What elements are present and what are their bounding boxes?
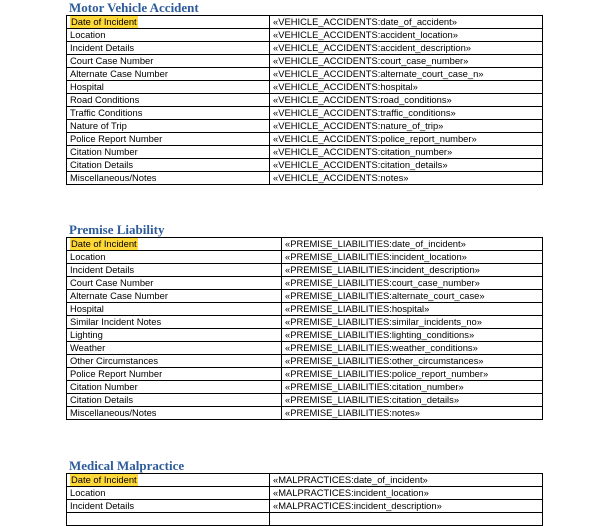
merge-field-cell bbox=[270, 146, 543, 159]
merge-field: «PREMISE_LIABILITIES:citation_number» bbox=[285, 381, 464, 392]
merge-field: «PREMISE_LIABILITIES:lighting_conditions» bbox=[285, 329, 475, 340]
table-row bbox=[67, 238, 543, 251]
table-row bbox=[67, 146, 543, 159]
merge-field-cell bbox=[270, 81, 543, 94]
field-label: Hospital bbox=[70, 81, 104, 92]
table-row bbox=[67, 94, 543, 107]
merge-field-cell bbox=[282, 355, 543, 368]
field-label: Date of Incident bbox=[71, 474, 137, 485]
field-label-cell bbox=[67, 513, 270, 526]
field-label: Similar Incident Notes bbox=[70, 316, 162, 327]
table-row bbox=[67, 264, 543, 277]
merge-field-cell bbox=[270, 120, 543, 133]
merge-field-cell bbox=[270, 55, 543, 68]
merge-field: «VEHICLE_ACCIDENTS:accident_description» bbox=[273, 42, 472, 53]
merge-field: «PREMISE_LIABILITIES:weather_conditions» bbox=[285, 342, 478, 353]
field-label-cell bbox=[67, 329, 282, 342]
merge-field: «PREMISE_LIABILITIES:similar_incidents_no» bbox=[285, 316, 482, 327]
premise-liability-table bbox=[66, 237, 543, 420]
field-label: Other Circumstances bbox=[70, 355, 159, 366]
field-label-cell bbox=[67, 342, 282, 355]
table-row bbox=[67, 29, 543, 42]
field-label-cell bbox=[67, 264, 282, 277]
table-row bbox=[67, 368, 543, 381]
field-label-cell bbox=[67, 316, 282, 329]
field-label-cell bbox=[67, 394, 282, 407]
table-row bbox=[67, 133, 543, 146]
field-label-cell bbox=[67, 381, 282, 394]
merge-field: «VEHICLE_ACCIDENTS:date_of_accident» bbox=[273, 16, 457, 27]
table-row bbox=[67, 487, 543, 500]
merge-field-cell bbox=[282, 264, 543, 277]
table-row bbox=[67, 381, 543, 394]
field-label: Location bbox=[70, 29, 106, 40]
merge-field-cell bbox=[270, 29, 543, 42]
field-label-cell bbox=[67, 368, 282, 381]
section-medical-malpractice bbox=[66, 459, 543, 526]
field-label-cell bbox=[67, 251, 282, 264]
merge-field-cell bbox=[282, 277, 543, 290]
merge-field: «PREMISE_LIABILITIES:incident_description» bbox=[285, 264, 480, 275]
field-label: Miscellaneous/Notes bbox=[70, 407, 157, 418]
merge-field: «PREMISE_LIABILITIES:date_of_incident» bbox=[285, 238, 466, 249]
merge-field: «MALPRACTICES:date_of_incident» bbox=[273, 474, 428, 485]
table-row bbox=[67, 316, 543, 329]
field-label-cell bbox=[67, 487, 270, 500]
table-row bbox=[67, 474, 543, 487]
merge-field-cell bbox=[282, 251, 543, 264]
merge-field: «VEHICLE_ACCIDENTS:traffic_conditions» bbox=[273, 107, 456, 118]
table-row bbox=[67, 394, 543, 407]
merge-field: «PREMISE_LIABILITIES:alternate_court_case» bbox=[285, 290, 485, 301]
field-label: Location bbox=[70, 251, 106, 262]
field-label: Citation Details bbox=[70, 394, 134, 405]
merge-field-cell bbox=[282, 329, 543, 342]
table-row bbox=[67, 303, 543, 316]
merge-field-cell bbox=[282, 407, 543, 420]
field-label-cell bbox=[67, 120, 270, 133]
table-row bbox=[67, 500, 543, 513]
field-label-cell bbox=[67, 16, 270, 29]
field-label: Road Conditions bbox=[70, 94, 140, 105]
field-label-cell bbox=[67, 107, 270, 120]
merge-field: «MALPRACTICES:incident_description» bbox=[273, 500, 442, 511]
merge-field-cell bbox=[270, 42, 543, 55]
table-row bbox=[67, 120, 543, 133]
merge-field-cell bbox=[270, 500, 543, 513]
field-label-cell bbox=[67, 68, 270, 81]
table-row bbox=[67, 407, 543, 420]
merge-field: «PREMISE_LIABILITIES:court_case_number» bbox=[285, 277, 480, 288]
field-label-cell bbox=[67, 238, 282, 251]
merge-field: «VEHICLE_ACCIDENTS:police_report_number» bbox=[273, 133, 477, 144]
field-label: Incident Details bbox=[70, 500, 135, 511]
field-label: Location bbox=[70, 487, 106, 498]
field-label: Miscellaneous/Notes bbox=[70, 172, 157, 183]
table-row bbox=[67, 55, 543, 68]
field-label: Weather bbox=[70, 342, 106, 353]
field-label-cell bbox=[67, 474, 270, 487]
field-label: Court Case Number bbox=[70, 277, 154, 288]
merge-field-cell bbox=[282, 394, 543, 407]
field-label: Incident Details bbox=[70, 42, 135, 53]
field-label-cell bbox=[67, 94, 270, 107]
merge-field: «VEHICLE_ACCIDENTS:citation_details» bbox=[273, 159, 448, 170]
merge-field: «PREMISE_LIABILITIES:police_report_number» bbox=[285, 368, 489, 379]
section-motor-vehicle-accident bbox=[66, 1, 543, 185]
field-label: Nature of Trip bbox=[70, 120, 127, 131]
vehicle-accident-table bbox=[66, 15, 543, 185]
table-row bbox=[67, 290, 543, 303]
merge-field: «VEHICLE_ACCIDENTS:accident_location» bbox=[273, 29, 458, 40]
merge-field: «VEHICLE_ACCIDENTS:road_conditions» bbox=[273, 94, 452, 105]
section-title: Premise Liability bbox=[69, 222, 165, 237]
field-label-cell bbox=[67, 407, 282, 420]
merge-field-cell bbox=[270, 133, 543, 146]
field-label: Police Report Number bbox=[70, 368, 163, 379]
merge-field-cell bbox=[270, 94, 543, 107]
field-label: Court Case Number bbox=[70, 55, 154, 66]
table-row bbox=[67, 513, 543, 526]
field-label: Incident Details bbox=[70, 264, 135, 275]
merge-field-cell bbox=[282, 290, 543, 303]
merge-field: «VEHICLE_ACCIDENTS:nature_of_trip» bbox=[273, 120, 444, 131]
field-label-cell bbox=[67, 81, 270, 94]
field-label-cell bbox=[67, 500, 270, 513]
field-label: Alternate Case Number bbox=[70, 290, 168, 301]
field-label-cell bbox=[67, 355, 282, 368]
merge-field: «VEHICLE_ACCIDENTS:hospital» bbox=[273, 81, 418, 92]
table-row bbox=[67, 329, 543, 342]
field-label-cell bbox=[67, 303, 282, 316]
merge-field-cell bbox=[282, 238, 543, 251]
field-label-cell bbox=[67, 172, 270, 185]
section-title: Motor Vehicle Accident bbox=[69, 0, 199, 15]
merge-field-cell bbox=[282, 303, 543, 316]
table-row bbox=[67, 159, 543, 172]
field-label: Police Report Number bbox=[70, 133, 163, 144]
merge-field: «VEHICLE_ACCIDENTS:court_case_number» bbox=[273, 55, 469, 66]
field-label-cell bbox=[67, 133, 270, 146]
table-row bbox=[67, 251, 543, 264]
merge-field-cell bbox=[270, 474, 543, 487]
merge-field: «PREMISE_LIABILITIES:citation_details» bbox=[285, 394, 460, 405]
table-row bbox=[67, 16, 543, 29]
merge-field: «PREMISE_LIABILITIES:other_circumstances» bbox=[285, 355, 484, 366]
merge-field: «VEHICLE_ACCIDENTS:citation_number» bbox=[273, 146, 453, 157]
merge-field: «PREMISE_LIABILITIES:hospital» bbox=[285, 303, 430, 314]
field-label: Date of Incident bbox=[71, 16, 137, 27]
merge-field-cell bbox=[282, 316, 543, 329]
field-label: Date of Incident bbox=[71, 238, 137, 249]
field-label-cell bbox=[67, 277, 282, 290]
table-row bbox=[67, 342, 543, 355]
field-label: Alternate Case Number bbox=[70, 68, 168, 79]
merge-field: «PREMISE_LIABILITIES:incident_location» bbox=[285, 251, 467, 262]
field-label-cell bbox=[67, 42, 270, 55]
table-row bbox=[67, 107, 543, 120]
field-label: Citation Number bbox=[70, 381, 138, 392]
field-label: Citation Details bbox=[70, 159, 134, 170]
table-row bbox=[67, 172, 543, 185]
table-row bbox=[67, 277, 543, 290]
merge-field: «PREMISE_LIABILITIES:notes» bbox=[285, 407, 420, 418]
field-label: Traffic Conditions bbox=[70, 107, 143, 118]
field-label-cell bbox=[67, 290, 282, 303]
merge-field-cell bbox=[282, 342, 543, 355]
merge-field-cell bbox=[270, 487, 543, 500]
merge-field-cell bbox=[282, 381, 543, 394]
merge-field: «VEHICLE_ACCIDENTS:alternate_court_case_n» bbox=[273, 68, 484, 79]
table-row bbox=[67, 81, 543, 94]
field-label: Citation Number bbox=[70, 146, 138, 157]
merge-field-cell bbox=[270, 107, 543, 120]
merge-field-cell bbox=[270, 513, 543, 526]
merge-field-cell bbox=[270, 159, 543, 172]
merge-field-cell bbox=[270, 68, 543, 81]
merge-field-cell bbox=[270, 172, 543, 185]
table-row bbox=[67, 42, 543, 55]
section-title: Medical Malpractice bbox=[69, 458, 185, 473]
medical-malpractice-table bbox=[66, 473, 543, 526]
table-row bbox=[67, 68, 543, 81]
table-row bbox=[67, 355, 543, 368]
field-label-cell bbox=[67, 29, 270, 42]
field-label-cell bbox=[67, 146, 270, 159]
field-label: Lighting bbox=[70, 329, 103, 340]
section-premise-liability bbox=[66, 223, 543, 420]
field-label-cell bbox=[67, 55, 270, 68]
field-label: Hospital bbox=[70, 303, 104, 314]
merge-field: «MALPRACTICES:incident_location» bbox=[273, 487, 429, 498]
merge-field-cell bbox=[282, 368, 543, 381]
merge-field-cell bbox=[270, 16, 543, 29]
merge-field: «VEHICLE_ACCIDENTS:notes» bbox=[273, 172, 409, 183]
field-label-cell bbox=[67, 159, 270, 172]
